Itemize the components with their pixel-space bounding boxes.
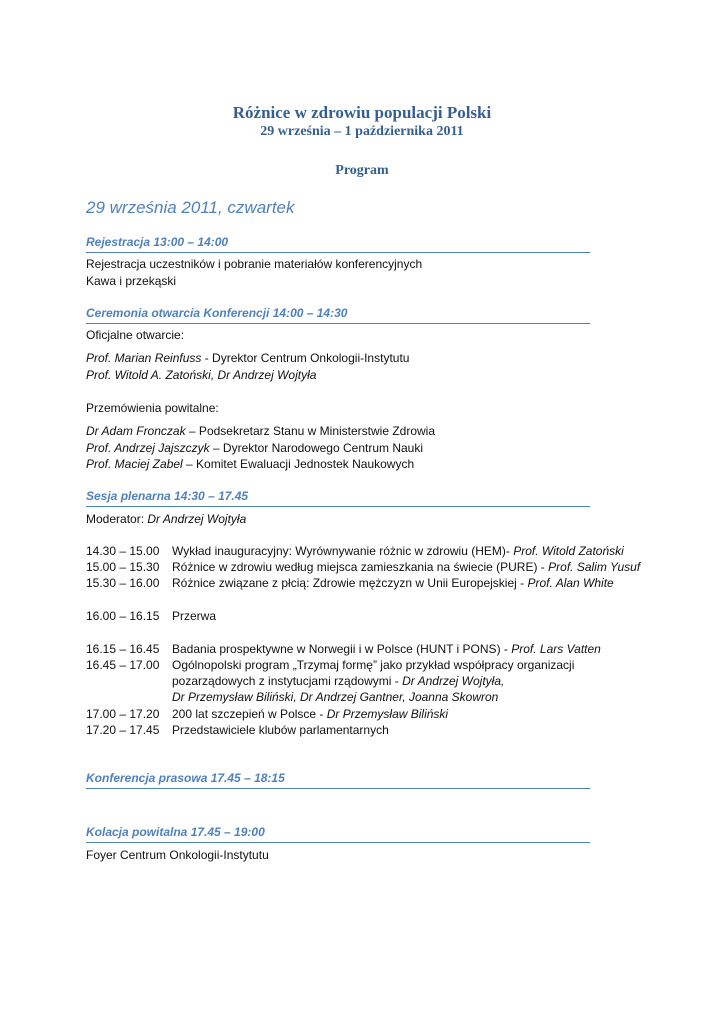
- document-dates: 29 września – 1 października 2011: [260, 124, 464, 139]
- session-speaker: Prof. Lars Vatten: [511, 642, 601, 656]
- session-time: 15.00 – 15.30: [86, 560, 160, 574]
- session-item: [172, 608, 216, 624]
- session-time: 15.30 – 16.00: [86, 576, 160, 590]
- welcome-speaker: [86, 440, 423, 456]
- session-item: [172, 559, 640, 575]
- opening-speaker: Prof. Witold A. Zatoński, Dr Andrzej Wojtyła: [86, 368, 317, 382]
- speaker-role: – Dyrektor Narodowego Centrum Nauki: [209, 441, 424, 455]
- opening-speaker: [86, 350, 409, 366]
- session-time: 16.15 – 16.45: [86, 642, 160, 656]
- session-item: [172, 706, 448, 722]
- session-title: pozarządowych z instytucjami rządowymi -: [172, 674, 403, 688]
- registration-line: Kawa i przekąski: [86, 274, 177, 288]
- session-title: Ogólnopolski program „Trzymaj formę” jako przykład współpracy organizacji: [172, 658, 575, 672]
- session-time: 14.30 – 15.00: [86, 544, 160, 558]
- welcome-label: Przemówienia powitalne:: [86, 401, 219, 415]
- speaker-role: – Komitet Ewaluacji Jednostek Naukowych: [182, 457, 415, 471]
- day-heading: 29 września 2011, czwartek: [86, 198, 295, 217]
- welcome-speaker: [86, 423, 435, 439]
- speaker-name: Prof. Marian Reinfuss: [86, 351, 202, 365]
- dinner-heading: Kolacja powitalna 17.45 – 19:00: [86, 825, 590, 843]
- session-title: 200 lat szczepień w Polsce -: [172, 707, 327, 721]
- session-title: Różnice w zdrowiu według miejsca zamieszkania na świecie (PURE) -: [172, 560, 549, 574]
- session-title: Wykład inauguracyjny: Wyrównywanie różnic w zdrowiu (HEM)-: [172, 544, 514, 558]
- session-item: [172, 722, 389, 738]
- dinner-venue: Foyer Centrum Onkologii-Instytutu: [86, 848, 269, 862]
- session-title: Przedstawiciele klubów parlamentarnych: [172, 723, 389, 737]
- session-time: 17.20 – 17.45: [86, 723, 160, 737]
- session-speaker: Prof. Witold Zatoński: [513, 544, 624, 558]
- session-item: [172, 641, 601, 657]
- session-speaker: Dr Przemysław Biliński: [326, 707, 449, 721]
- session-item: [172, 657, 574, 673]
- session-item-continued: [172, 689, 498, 705]
- plenary-heading: Sesja plenarna 14:30 – 17.45: [86, 489, 590, 507]
- speaker-role: - Dyrektor Centrum Onkologii-Instytutu: [201, 351, 410, 365]
- moderator-label: Moderator:: [86, 512, 148, 526]
- document-title: Różnice w zdrowiu populacji Polski: [232, 103, 492, 122]
- opening-heading: Ceremonia otwarcia Konferencji 14:00 – 14:30: [86, 306, 590, 324]
- registration-heading: Rejestracja 13:00 – 14:00: [86, 235, 590, 253]
- session-item: [172, 575, 614, 591]
- speaker-name: Prof. Maciej Zabel: [86, 457, 183, 471]
- session-item: [172, 543, 624, 559]
- moderator-name: Dr Andrzej Wojtyła: [147, 512, 247, 526]
- session-speaker: Dr Andrzej Wojtyła,: [402, 674, 505, 688]
- program-heading: Program: [335, 163, 389, 178]
- speaker-name: Prof. Andrzej Jajszczyk: [86, 441, 210, 455]
- session-speaker: Prof. Alan White: [527, 576, 614, 590]
- welcome-speaker: [86, 456, 414, 472]
- speaker-role: – Podsekretarz Stanu w Ministerstwie Zdrowia: [185, 424, 436, 438]
- session-title: Przerwa: [172, 609, 217, 623]
- official-opening-label: Oficjalne otwarcie:: [86, 328, 185, 342]
- session-time: 17.00 – 17.20: [86, 707, 160, 721]
- session-title: Różnice związane z płcią: Zdrowie mężczyzn w Unii Europejskiej -: [172, 576, 528, 590]
- registration-line: Rejestracja uczestników i pobranie materiałów konferencyjnych: [86, 257, 423, 271]
- session-speaker: Prof. Salim Yusuf: [548, 560, 641, 574]
- session-time: 16.45 – 17.00: [86, 658, 160, 672]
- moderator-line: [86, 511, 246, 527]
- speaker-name: Dr Adam Fronczak: [86, 424, 186, 438]
- session-item-continued: [172, 673, 504, 689]
- session-title: Badania prospektywne w Norwegii i w Polsce (HUNT i PONS) -: [172, 642, 512, 656]
- press-heading: Konferencja prasowa 17.45 – 18:15: [86, 771, 590, 789]
- session-time: 16.00 – 16.15: [86, 609, 160, 623]
- session-speaker: Dr Przemysław Biliński, Dr Andrzej Gantner, Joanna Skowron: [172, 690, 499, 704]
